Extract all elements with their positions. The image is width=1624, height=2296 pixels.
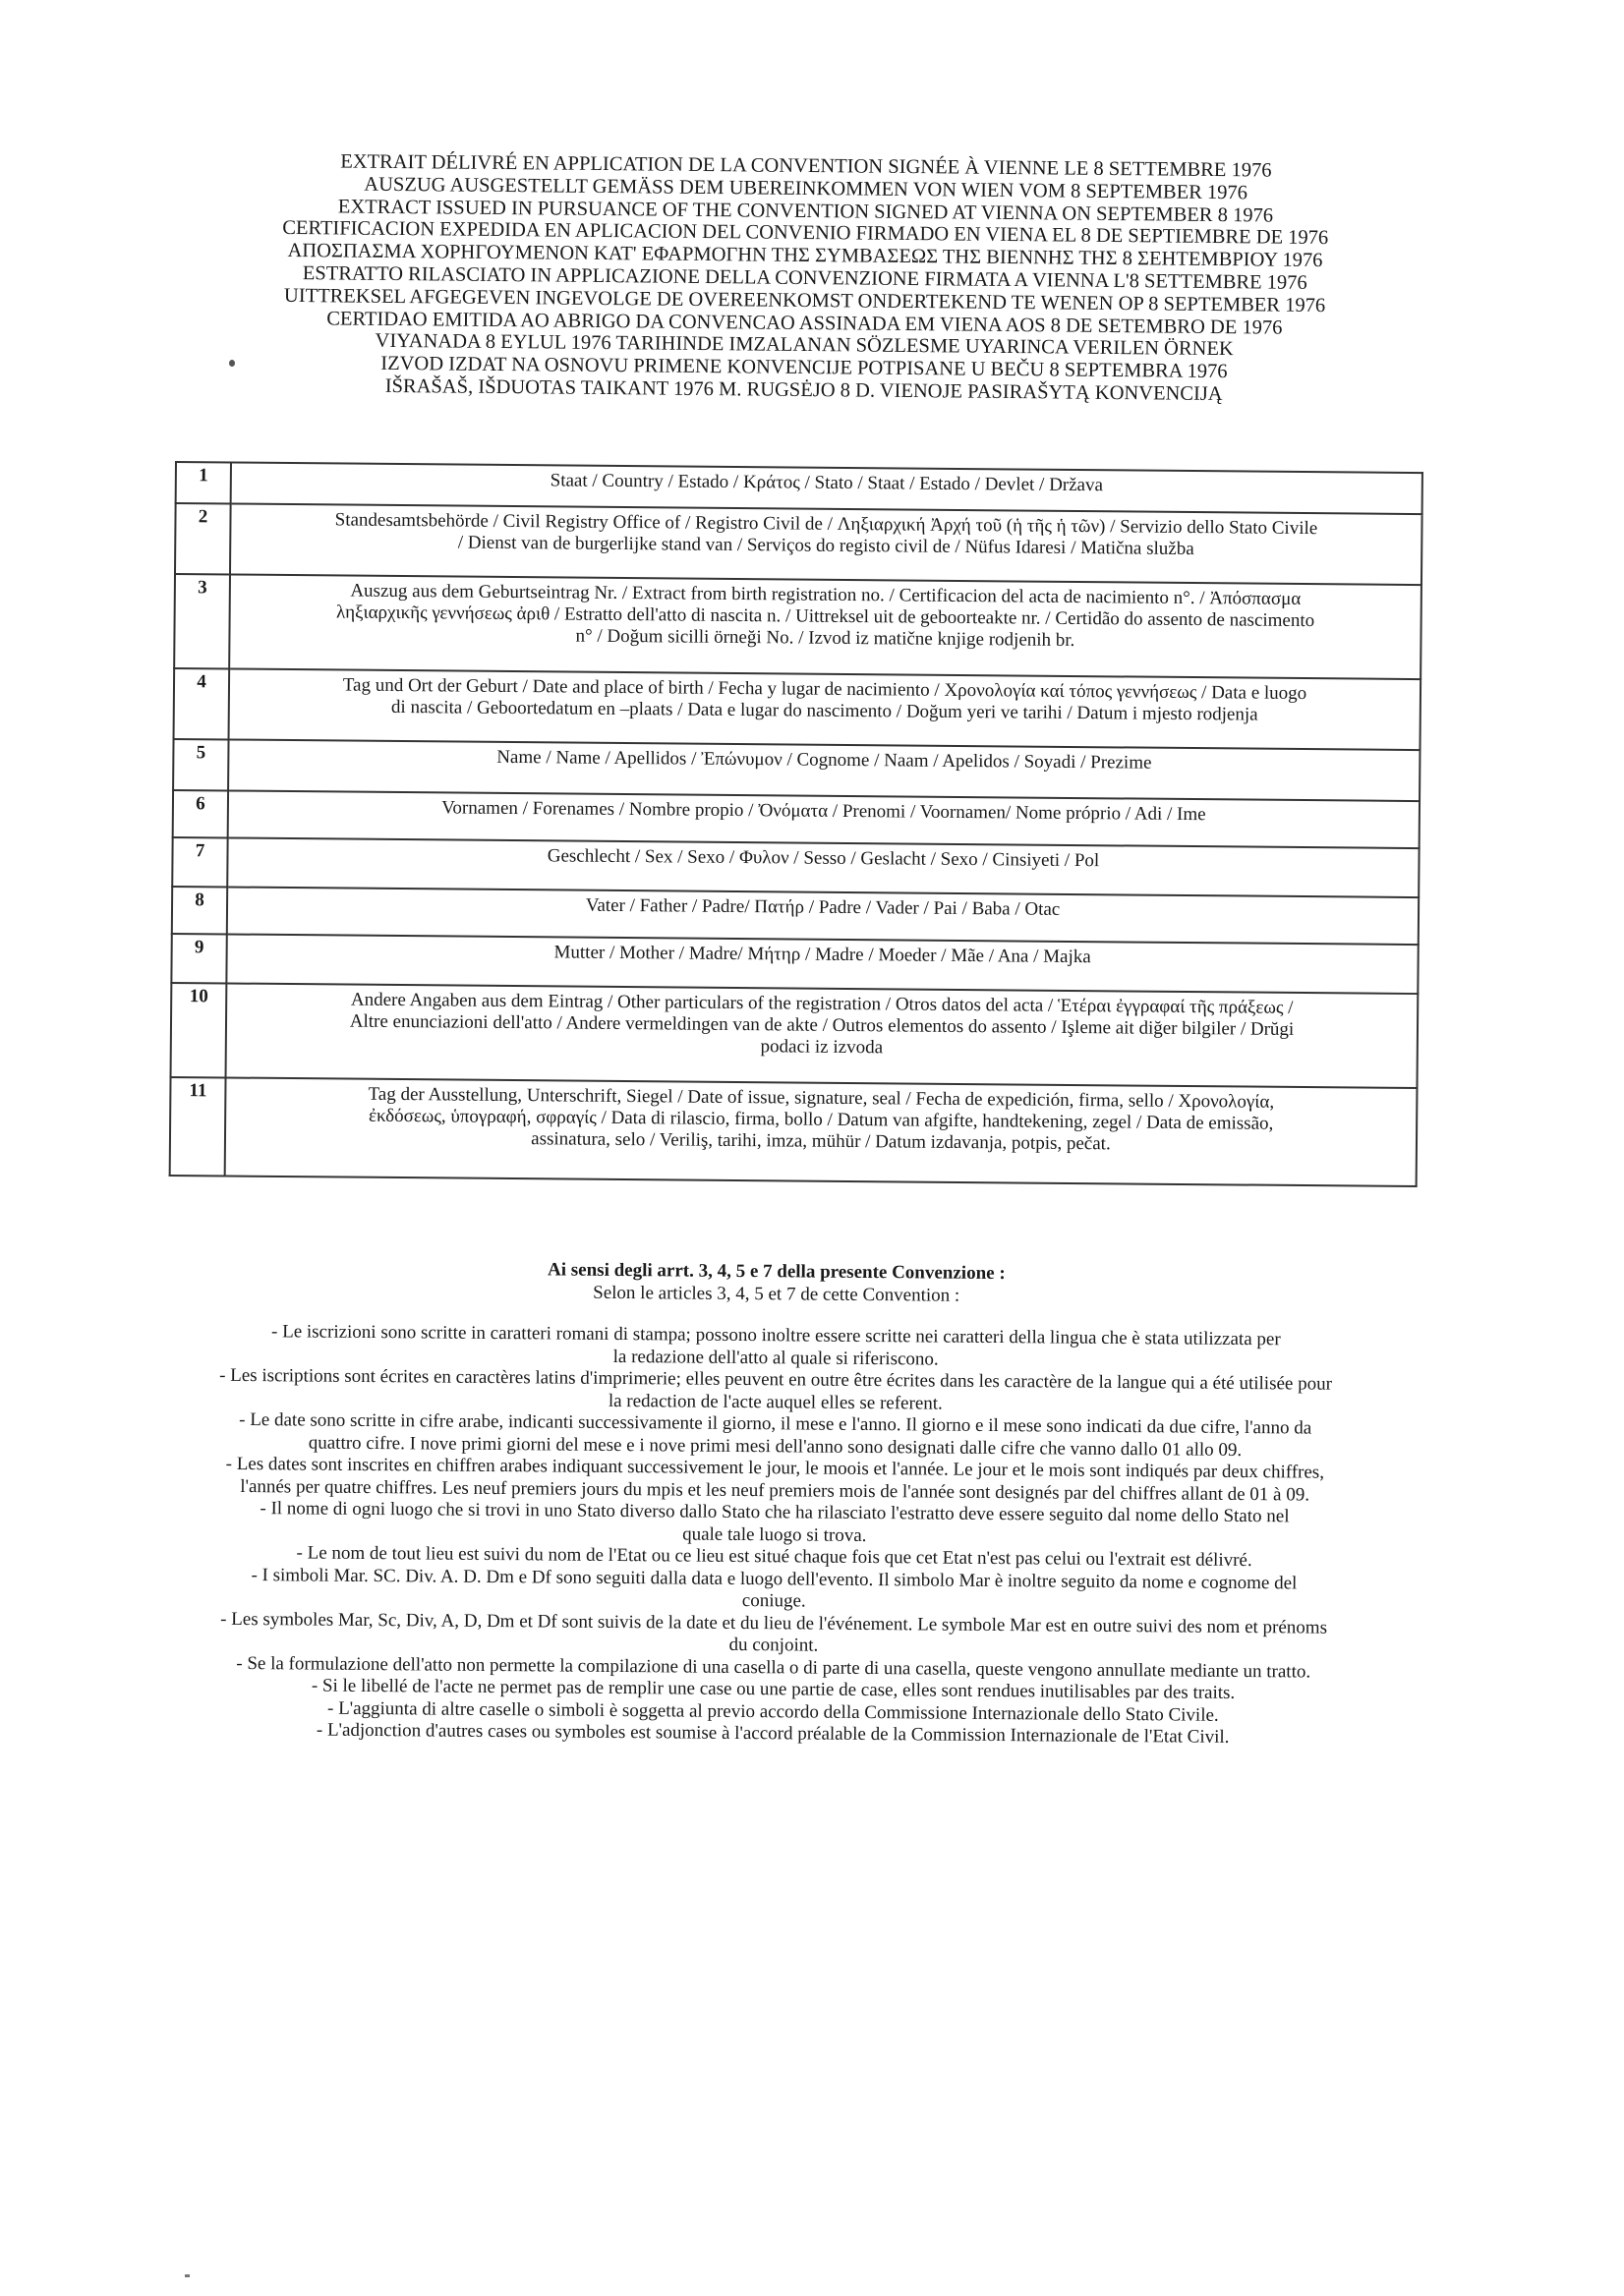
row-label bbox=[229, 668, 1421, 750]
row-label-line: Geschlecht / Sex / Sexo / Φυλον / Sesso / Geslacht / Sexo / Cinsiyeti / Pol bbox=[547, 845, 1100, 872]
header-line: VIYANADA 8 EYLUL 1976 TARIHINDE IMZALANAN SÖZLESME UYARINCA VERILEN ÖRNEK bbox=[375, 330, 1234, 361]
header-line: IZVOD IZDAT NA OSNOVU PRIMENE KONVENCIJE POTPISANE U BEČU 8 SEPTEMBRA 1976 bbox=[380, 353, 1228, 383]
row-label-line: Altre enunciazioni dell'atto / Andere vermeldingen van de akte / Outros elementos do assento / Işleme ait diğer bilgiler / Drŭgi bbox=[349, 1010, 1295, 1040]
header-line: UITTREKSEL AFGEGEVEN INGEVOLGE DE OVEREENKOMST ONDERTEKEND TE WENEN OP 8 SEPTEMBER 1976 bbox=[283, 284, 1326, 316]
form-row bbox=[175, 503, 1422, 585]
row-number: 6 bbox=[173, 790, 228, 837]
form-row bbox=[174, 668, 1421, 750]
note-line: du conjoint. bbox=[728, 1634, 819, 1656]
note-line: - Les dates sont inscrites en chiffren arabes indiquant successivement le jour, le moois et l'année. Le jour et le mois sont indiqués par deux chiffres, bbox=[225, 1453, 1325, 1483]
header-line: AUSZUG AUSGESTELLT GEMÄSS DEM UBEREINKOMMEN VON WIEN VOM 8 SEPTEMBER 1976 bbox=[364, 173, 1248, 204]
row-number: 5 bbox=[173, 739, 228, 790]
note-line: - Si le libellé de l'acte ne permet pas de remplir une case ou une partie de case, elles sont rendues inutilisables par des traits. bbox=[311, 1675, 1236, 1703]
row-label-line: / Dienst van de burgerlijke stand van / Serviços do registo civil de / Nüfus Idaresi / Matična služba bbox=[457, 532, 1194, 560]
row-label-line: Andere Angaben aus dem Eintrag / Other particulars of the registration / Otros datos del acta / Ἑτέραι ἐγγραφαί τῆς πράξεως / bbox=[350, 989, 1294, 1018]
note-line: - L'adjonction d'autres cases ou symboles est soumise à l'accord préalable de la Commission Internazionale de l'Etat Civil. bbox=[316, 1719, 1230, 1748]
note-line: - Il nome di ogni luogo che si trovi in uno Stato diverso dallo Stato che ha rilasciato l'estratto deve essere seguito dal nome dello Stato nel bbox=[260, 1498, 1290, 1527]
note-line: - Le iscrizioni sono scritte in caratteri romani di stampa; possono inoltre essere scritte nei caratteri della lingua che è stata utilizzata per bbox=[270, 1321, 1281, 1350]
row-label-line: ἐκδόσεως, ὑπογραφή, σφραγίς / Data di rilascio, firma, bollo / Datum van afgifte, handtekening, zegel / Data de emissão, bbox=[368, 1105, 1274, 1134]
row-label-line: podaci iz izvoda bbox=[760, 1036, 884, 1059]
note-line: l'annés per quatre chiffres. Les neuf premiers jours du mpis et les neuf premiers mois de l'année sont designés par del chiffres allant de 01 à 09. bbox=[240, 1475, 1310, 1506]
header-line: CERTIDAO EMITIDA AO ABRIGO DA CONVENCAO ASSINADA EM VIENA AOS 8 DE SETEMBRO DE 1976 bbox=[326, 307, 1283, 339]
row-label-line: Name / Name / Apellidos / Ἐπώνυμον / Cognome / Naam / Apelidos / Soyadi / Prezime bbox=[496, 746, 1152, 774]
row-number: 9 bbox=[171, 934, 226, 983]
row-number: 4 bbox=[174, 668, 230, 739]
row-number: 2 bbox=[175, 503, 231, 574]
note-line: - Les iscriptions sont écrites en caractères latins d'imprimerie; elles peuvent en outre être écrites dans les caractère de la langue qui a été utilisée pour bbox=[219, 1364, 1333, 1395]
notes-title: Ai sensi degli arrt. 3, 4, 5 e 7 della presente Convenzione : bbox=[547, 1259, 1006, 1285]
row-number: 10 bbox=[171, 983, 227, 1077]
form-row bbox=[174, 574, 1421, 679]
note-line: - L'aggiunta di altre caselle o simboli è soggetta al previo accordo della Commissione Internazionale dello Stato Civile. bbox=[326, 1697, 1219, 1726]
row-label-line: n° / Doğum sicilli örneği No. / Izvod iz matične knjige rodjenih br. bbox=[575, 625, 1075, 651]
note-line: - Les symboles Mar, Sc, Div, A, D, Dm et Df sont suivis de la date et du lieu de l'événement. Le symbole Mar est en outre suivi des nom et prénoms bbox=[220, 1608, 1328, 1638]
note-line: - Le nom de tout lieu est suivi du nom de l'Etat ou ce lieu est situé chaque fois que cet Etat n'est pas celui ou l'extrait est délivré. bbox=[296, 1542, 1252, 1572]
header-line: ΑΠΟΣΠΑΣΜΑ ΧΟΡΗΓΟΥΜΕΝΟΝ ΚΑΤ' ΕΦΑΡΜΟΓΗΝ ΤΗΣ ΣΥΜΒΑΣΕΩΣ ΤΗΣ ΒΙΕΝΝΗΣ ΤΗΣ 8 ΣΕΗΤΕΜΒΡΙΟΥ 1976 bbox=[287, 240, 1323, 272]
header-line: IŠRAŠAŠ, IŠDUOTAS TAIKANT 1976 M. RUGSĖJO 8 D. VIENOJE PASIRAŠYTĄ KONVENCIJĄ bbox=[384, 374, 1223, 406]
row-number: 8 bbox=[172, 887, 227, 934]
form-row bbox=[170, 1077, 1418, 1186]
note-line: quattro cifre. I nove primi giorni del mese e i nove primi mesi dell'anno sono designati dalle cifre che vanno dallo 01 allo 09. bbox=[308, 1432, 1243, 1461]
notes-list bbox=[114, 1320, 1434, 1751]
header-line: CERTIFICACION EXPEDIDA EN APLICACION DEL CONVENIO FIRMADO EN VIENA EL 8 DE SEPTIEMBRE DE 1976 bbox=[282, 217, 1329, 250]
note-line: - Se la formulazione dell'atto non permette la compilazione di una casella o di parte di una casella, queste vengono annullate mediante un tratto. bbox=[236, 1652, 1311, 1683]
row-label-line: ληξιαρχικῆς γεννήσεως ἀριθ / Estratto dell'atto di nascita n. / Uittreksel uit de geboorteakte nr. / Certidão do assento de nascimento bbox=[335, 602, 1315, 632]
row-label-line: assinatura, selo / Veriliş, tarihi, imza, mühür / Datum izdavanja, potpis, pečat. bbox=[531, 1128, 1111, 1155]
row-number: 1 bbox=[176, 462, 231, 503]
row-label-line: Tag und Ort der Geburt / Date and place of birth / Fecha y lugar de nacimiento / Χρονολογία καί τόπος γεννήσεως / Data e luogo bbox=[342, 674, 1307, 705]
row-label bbox=[226, 983, 1419, 1088]
row-number: 7 bbox=[172, 837, 227, 887]
row-label-line: Standesamtsbehörde / Civil Registry Office of / Registro Civil de / Ληξιαρχική Ἀρχή τοῦ (ἡ τῆς ἡ τῶν) / Servizio dello Stato Civile bbox=[334, 509, 1318, 540]
row-number: 3 bbox=[174, 574, 230, 668]
notes-section bbox=[114, 1256, 1435, 1751]
row-label-line: Tag der Ausstellung, Unterschrift, Siegel / Date of issue, signature, seal / Fecha de expedición, firma, sello / Χρονολογία, bbox=[368, 1083, 1275, 1113]
notes-subtitle: Selon le articles 3, 4, 5 et 7 de cette Convention : bbox=[593, 1282, 960, 1306]
note-line: la redazione dell'atto al quale si riferiscono. bbox=[612, 1346, 939, 1370]
note-line: - Le date sono scritte in cifre arabe, indicanti successivamente il giorno, il mese e l'anno. Il giorno e il mese sono indicati da due cifre, l'anno da bbox=[239, 1408, 1312, 1439]
form-row bbox=[171, 983, 1419, 1088]
ink-speck bbox=[185, 2274, 190, 2277]
header-line: EXTRACT ISSUED IN PURSUANCE OF THE CONVENTION SIGNED AT VIENNA ON SEPTEMBER 8 1976 bbox=[337, 196, 1274, 227]
row-label-line: Mutter / Mother / Madre/ Μήτηρ / Madre / Moeder / Mãe / Ana / Majka bbox=[553, 942, 1091, 968]
convention-header bbox=[195, 149, 1416, 408]
note-line: quale tale luogo si trova. bbox=[682, 1523, 867, 1546]
header-line: EXTRAIT DÉLIVRÉ EN APPLICATION DE LA CONVENTION SIGNÉE À VIENNE LE 8 SETTEMBRE 1976 bbox=[340, 150, 1272, 182]
row-label-line: Vornamen / Forenames / Nombre propio / Ὀνόματα / Prenomi / Voornamen/ Nome próprio / Adi / Ime bbox=[441, 797, 1206, 826]
note-line: la redaction de l'acte auquel elles se referent. bbox=[608, 1390, 943, 1414]
row-label bbox=[229, 574, 1421, 679]
row-number: 11 bbox=[170, 1077, 226, 1176]
row-label-line: Auszug aus dem Geburtseintrag Nr. / Extract from birth registration no. / Certificacion del acta de nacimiento n°. / Ἀπόσπασμα bbox=[350, 580, 1302, 609]
row-label-line: Vater / Father / Padre/ Πατήρ / Padre / Vader / Pai / Baba / Otac bbox=[585, 894, 1061, 920]
row-label-line: di nascita / Geboortedatum en –plaats / Data e lugar do nascimento / Doğum yeri ve tarihi / Datum i mjesto rodjenja bbox=[390, 696, 1258, 725]
row-label bbox=[225, 1077, 1418, 1186]
row-label-line: Staat / Country / Estado / Κράτος / Stato / Staat / Estado / Devlet / Država bbox=[550, 470, 1104, 496]
note-line: - I simboli Mar. SC. Div. A. D. Dm e Df sono seguiti dalla data e luogo dell'evento. Il simbolo Mar è inoltre seguito da nome e cognome del bbox=[251, 1564, 1298, 1593]
header-line: ESTRATTO RILASCIATO IN APPLICAZIONE DELLA CONVENZIONE FIRMATA A VIENNA L'8 SETTEMBRE 1976 bbox=[302, 262, 1307, 294]
extract-form-table bbox=[169, 461, 1423, 1187]
note-line: coniuge. bbox=[741, 1589, 806, 1612]
row-label bbox=[230, 503, 1422, 585]
